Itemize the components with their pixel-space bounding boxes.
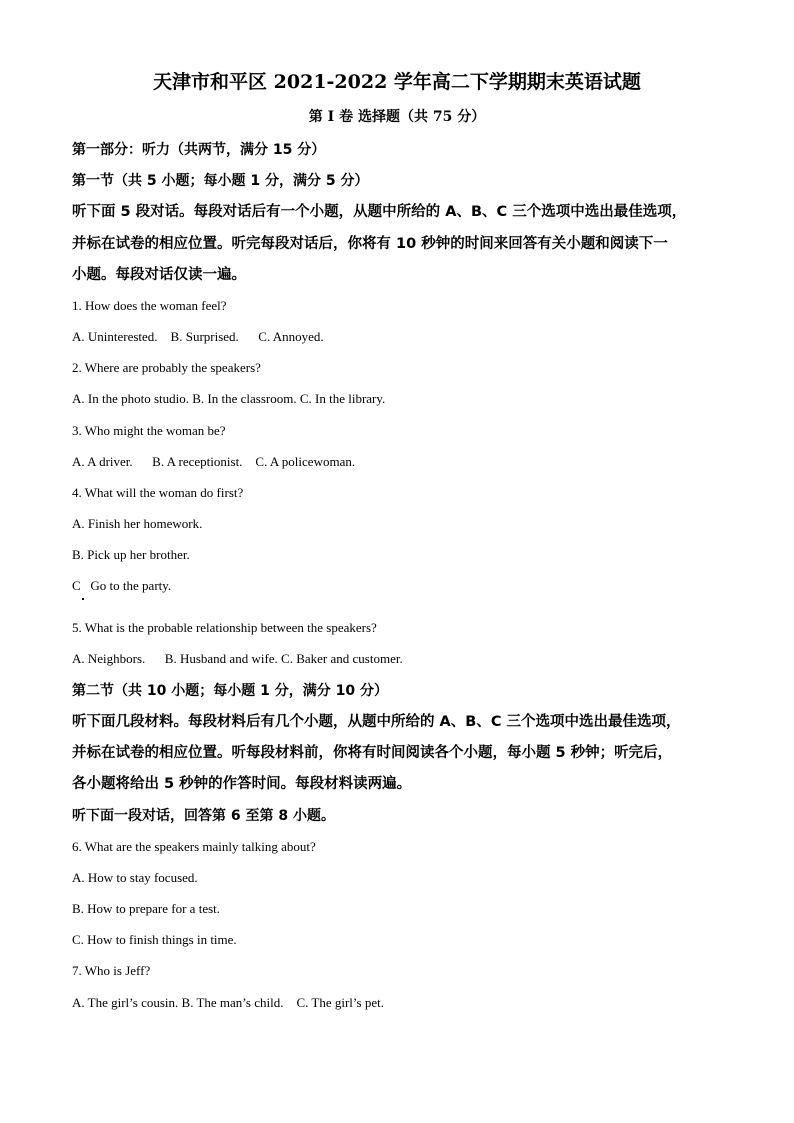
section1-heading: 第一节（共 5 小题；每小题 1 分，满分 5 分） <box>72 173 369 189</box>
question-1-options: A. Uninterested. B. Surprised. C. Annoyed. <box>72 329 324 344</box>
question-6-option-c: C. How to finish things in time. <box>72 932 237 947</box>
stray-dot-mark <box>82 598 84 600</box>
section2-instruction-line-2: 并标在试卷的相应位置。听每段材料前，你将有时间阅读各个小题，每小题 5 秒钟；听完后， <box>72 745 673 761</box>
question-4-option-a: A. Finish her homework. <box>72 516 203 531</box>
dialogue-intro: 听下面一段对话，回答第 6 至第 8 小题。 <box>72 808 335 824</box>
question-4: 4. What will the woman do first? <box>72 485 244 500</box>
question-6: 6. What are the speakers mainly talking about? <box>72 839 316 854</box>
section2-instruction-line-3: 各小题将给出 5 秒钟的作答时间。每段材料读两遍。 <box>72 776 412 792</box>
question-1: 1. How does the woman feel? <box>72 298 227 313</box>
question-7: 7. Who is Jeff? <box>72 963 151 978</box>
question-2: 2. Where are probably the speakers? <box>72 360 261 375</box>
section1-instruction-line-2: 并标在试卷的相应位置。听完每段对话后，你将有 10 秒钟的时间来回答有关小题和阅读下一 <box>72 236 668 252</box>
part1-heading: 第一部分：听力（共两节，满分 15 分） <box>72 142 326 158</box>
section1-instruction-line-3: 小题。每段对话仅读一遍。 <box>72 267 246 283</box>
question-7-options: A. The girl’s cousin. B. The man’s child. C. The girl’s pet. <box>72 995 384 1010</box>
question-6-option-a: A. How to stay focused. <box>72 870 198 885</box>
question-2-options: A. In the photo studio. B. In the classroom. C. In the library. <box>72 391 386 406</box>
question-5-options: A. Neighbors. B. Husband and wife. C. Baker and customer. <box>72 651 403 666</box>
section2-heading: 第二节（共 10 小题；每小题 1 分，满分 10 分） <box>72 683 388 699</box>
question-5: 5. What is the probable relationship between the speakers? <box>72 620 377 635</box>
question-4-option-c: C Go to the party. <box>72 578 172 593</box>
question-3: 3. Who might the woman be? <box>72 423 226 438</box>
section2-instruction-line-1: 听下面几段材料。每段材料后有几个小题，从题中所给的 A、B、C 三个选项中选出最佳选项， <box>72 714 681 730</box>
question-3-options: A. A driver. B. A receptionist. C. A policewoman. <box>72 454 356 469</box>
section1-instruction-line-1: 听下面 5 段对话。每段对话后有一个小题，从题中所给的 A、B、C 三个选项中选出最佳选项， <box>72 204 687 220</box>
exam-subtitle: 第 I 卷 选择题（共 75 分） <box>308 109 486 125</box>
exam-title: 天津市和平区 2021-2022 学年高二下学期期末英语试题 <box>153 71 641 93</box>
question-6-option-b: B. How to prepare for a test. <box>72 901 221 916</box>
question-4-option-b: B. Pick up her brother. <box>72 547 190 562</box>
